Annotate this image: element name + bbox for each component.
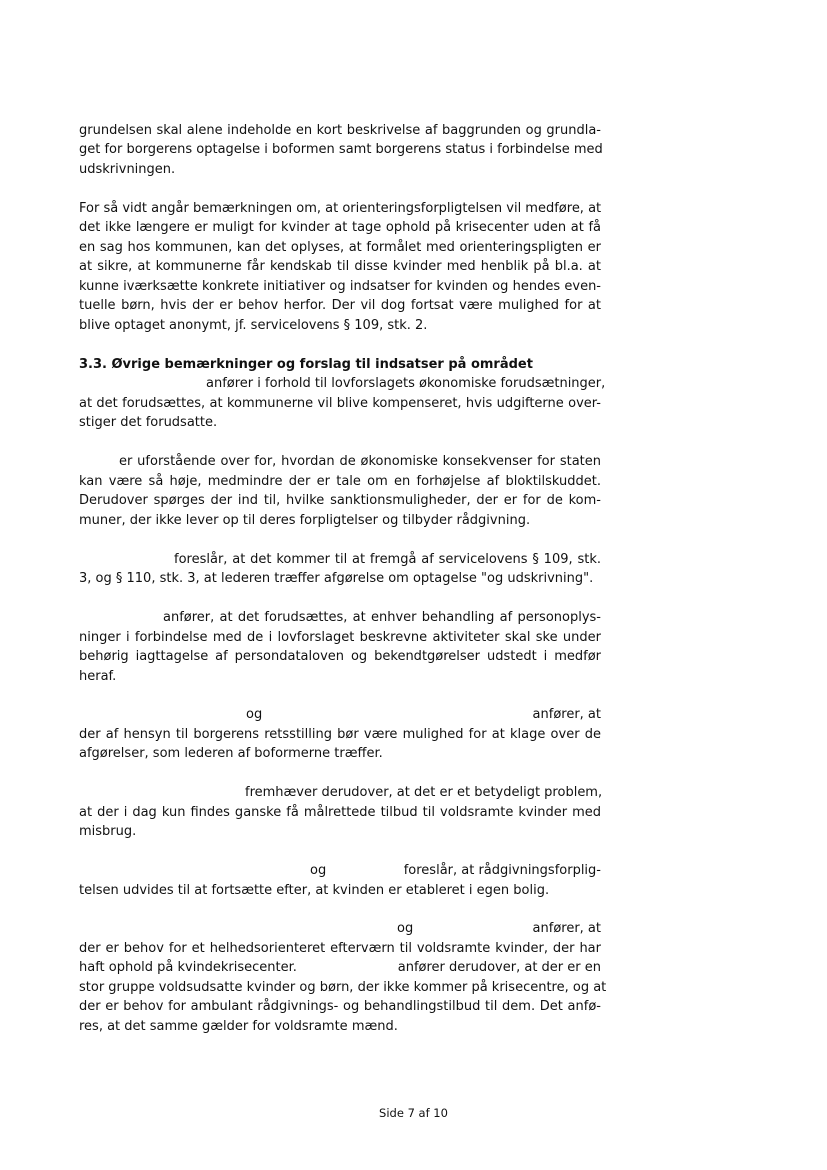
paragraph-line: stor gruppe voldsudsatte kvinder og børn, der ikke kommer på krisecentre, og at [79,980,607,995]
text-fragment: og [246,707,263,722]
paragraph-line: muner, der ikke lever op til deres forpligtelser og tilbyder rådgivning. [79,513,531,528]
section-heading: 3.3. Øvrige bemærkninger og forslag til indsatser på området [79,357,533,372]
paragraph-line: stiger det forudsatte. [79,415,218,430]
paragraph-line: der er behov for ambulant rådgivnings- og behandlingstilbud til dem. Det anfø- [79,999,601,1014]
paragraph-line: en sag hos kommunen, kan det oplyses, at formålet med orienteringspligten er [79,240,601,255]
paragraph-line: get for borgerens optagelse i boformen samt borgerens status i forbindelse med [79,142,603,157]
paragraph-line: behørig iagttagelse af persondataloven og bekendtgørelser udstedt i medfør [79,649,601,664]
paragraph-line: grundelsen skal alene indeholde en kort beskrivelse af baggrunden og grundla- [79,123,601,138]
paragraph-line: ninger i forbindelse med de i lovforslaget beskrevne aktiviteter skal ske under [79,630,601,645]
paragraph-line: kunne iværksætte konkrete initiativer og indsatser for kvinden og hendes even- [79,279,601,294]
text-fragment: foreslår, at rådgivningsforplig- [403,863,601,878]
text-fragment: anfører derudover, at der er en [397,960,601,975]
paragraph-line: der af hensyn til borgerens retsstilling bør være mulighed for at klage over de [79,727,601,742]
paragraph-line: foreslår, at det kommer til at fremgå af servicelovens § 109, stk. [174,552,601,567]
paragraph-line: er uforstående over for, hvordan de økonomiske konsekvenser for staten [119,454,601,469]
paragraph-line: det ikke længere er muligt for kvinder at tage ophold på krisecenter uden at få [79,220,601,235]
paragraph-line: tuelle børn, hvis der er behov herfor. Der vil dog fortsat være mulighed for at [79,298,601,313]
paragraph-line: anfører i forhold til lovforslagets økonomiske forudsætninger, [206,376,606,391]
text-fragment: og [397,921,414,936]
paragraph-line: heraf. [79,669,117,684]
paragraph-line: misbrug. [79,824,137,839]
paragraph-line: at der i dag kun findes ganske få målrettede tilbud til voldsramte kvinder med [79,805,601,820]
paragraph-line: telsen udvides til at fortsætte efter, at kvinden er etableret i egen bolig. [79,883,550,898]
paragraph-line: 3, og § 110, stk. 3, at lederen træffer afgørelse om optagelse "og udskrivning". [79,571,594,586]
text-fragment: anfører, at [532,707,601,722]
paragraph-line: udskrivningen. [79,162,176,177]
text-fragment: anfører, at [532,921,601,936]
paragraph-line: anfører, at det forudsættes, at enhver behandling af personoplys- [163,610,601,625]
paragraph-line: afgørelser, som lederen af boformerne træffer. [79,746,383,761]
paragraph-line: Derudover spørges der ind til, hvilke sanktionsmuligheder, der er for de kom- [79,493,601,508]
paragraph-line: at sikre, at kommunerne får kendskab til disse kvinder med henblik på bl.a. at [79,259,601,274]
paragraph-line: fremhæver derudover, at det er et betydeligt problem, [245,785,603,800]
page-number: Side 7 af 10 [379,1106,448,1120]
paragraph-line: res, at det samme gælder for voldsramte mænd. [79,1019,398,1034]
paragraph-line: blive optaget anonymt, jf. servicelovens § 109, stk. 2. [79,318,428,333]
paragraph-line: For så vidt angår bemærkningen om, at orienteringsforpligtelsen vil medføre, at [79,201,602,216]
paragraph-line: at det forudsættes, at kommunerne vil blive kompenseret, hvis udgifterne over- [79,396,601,411]
paragraph-line: kan være så høje, medmindre der er tale om en forhøjelse af bloktilskuddet. [79,474,601,489]
paragraph-line: der er behov for et helhedsorienteret efterværn til voldsramte kvinder, der har [79,941,601,956]
text-fragment: haft ophold på kvindekrisecenter. [79,960,297,975]
text-fragment: og [310,863,327,878]
